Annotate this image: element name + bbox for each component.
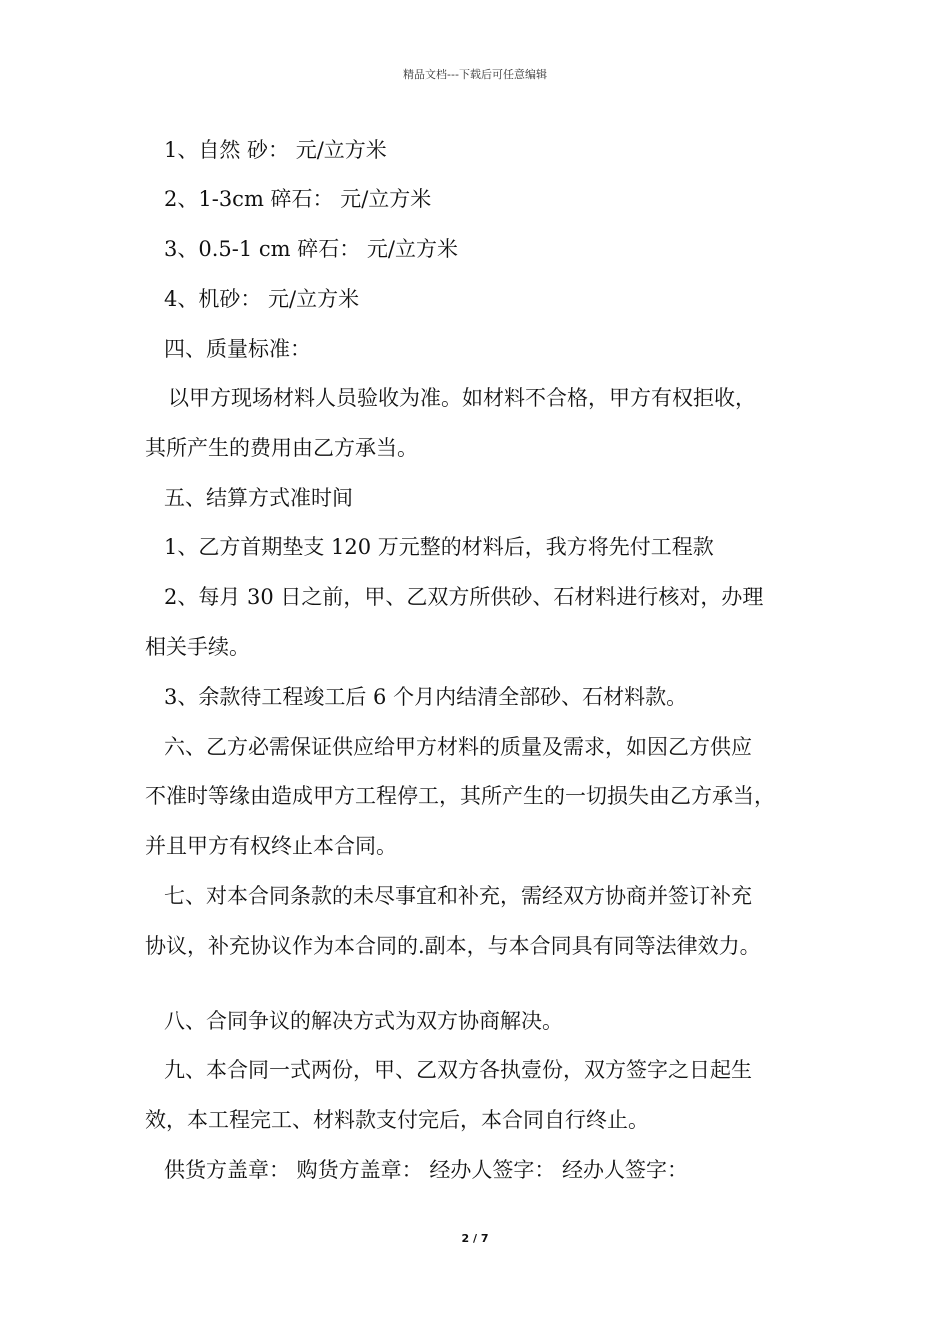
section-heading-quality: 四、质量标准： [164, 337, 311, 361]
paragraph-line: 其所产生的费用由乙方承当。 [145, 436, 418, 460]
section-heading-supply: 六、乙方必需保证供应给甲方材料的质量及需求，如因乙方供应 [164, 735, 752, 759]
paragraph-line: 2、每月 30 日之前，甲、乙双方所供砂、石材料进行核对，办理 [164, 585, 764, 609]
price-item-gravel-0.5-1cm: 3、0.5-1 cm 碎石： 元/立方米 [164, 237, 458, 261]
paragraph-line: 不准时等缘由造成甲方工程停工，其所产生的一切损失由乙方承当， [145, 784, 775, 808]
paragraph-line: 相关手续。 [145, 635, 250, 659]
paragraph-line: 并且甲方有权终止本合同。 [145, 834, 397, 858]
paragraph-line: 1、乙方首期垫支 120 万元整的材料后，我方将先付工程款 [164, 535, 714, 559]
signature-labels: 供货方盖章： 购货方盖章： 经办人签字： 经办人签字： [164, 1158, 689, 1182]
price-item-gravel-1-3cm: 2、1-3cm 碎石： 元/立方米 [164, 187, 432, 211]
section-heading-dispute: 八、合同争议的解决方式为双方协商解决。 [164, 1009, 563, 1033]
page-header: 精品文档---下载后可任意编辑 [403, 68, 547, 81]
section-heading-settlement: 五、结算方式准时间 [164, 486, 353, 510]
page-number: 2 / 7 [461, 1232, 489, 1245]
paragraph-line: 3、余款待工程竣工后 6 个月内结清全部砂、石材料款。 [164, 685, 688, 709]
section-heading-copies: 九、本合同一式两份，甲、乙双方各执壹份，双方签字之日起生 [164, 1058, 752, 1082]
price-item-natural-sand: 1、自然 砂： 元/立方米 [164, 138, 387, 162]
section-heading-supplement: 七、对本合同条款的未尽事宜和补充，需经双方协商并签订补充 [164, 884, 752, 908]
paragraph-line: 以甲方现场材料人员验收为准。如材料不合格，甲方有权拒收， [168, 386, 756, 410]
paragraph-line: 协议，补充协议作为本合同的.副本，与本合同具有同等法律效力。 [145, 934, 761, 958]
price-item-machine-sand: 4、机砂： 元/立方米 [164, 287, 360, 311]
paragraph-line: 效，本工程完工、材料款支付完后，本合同自行终止。 [145, 1108, 649, 1132]
